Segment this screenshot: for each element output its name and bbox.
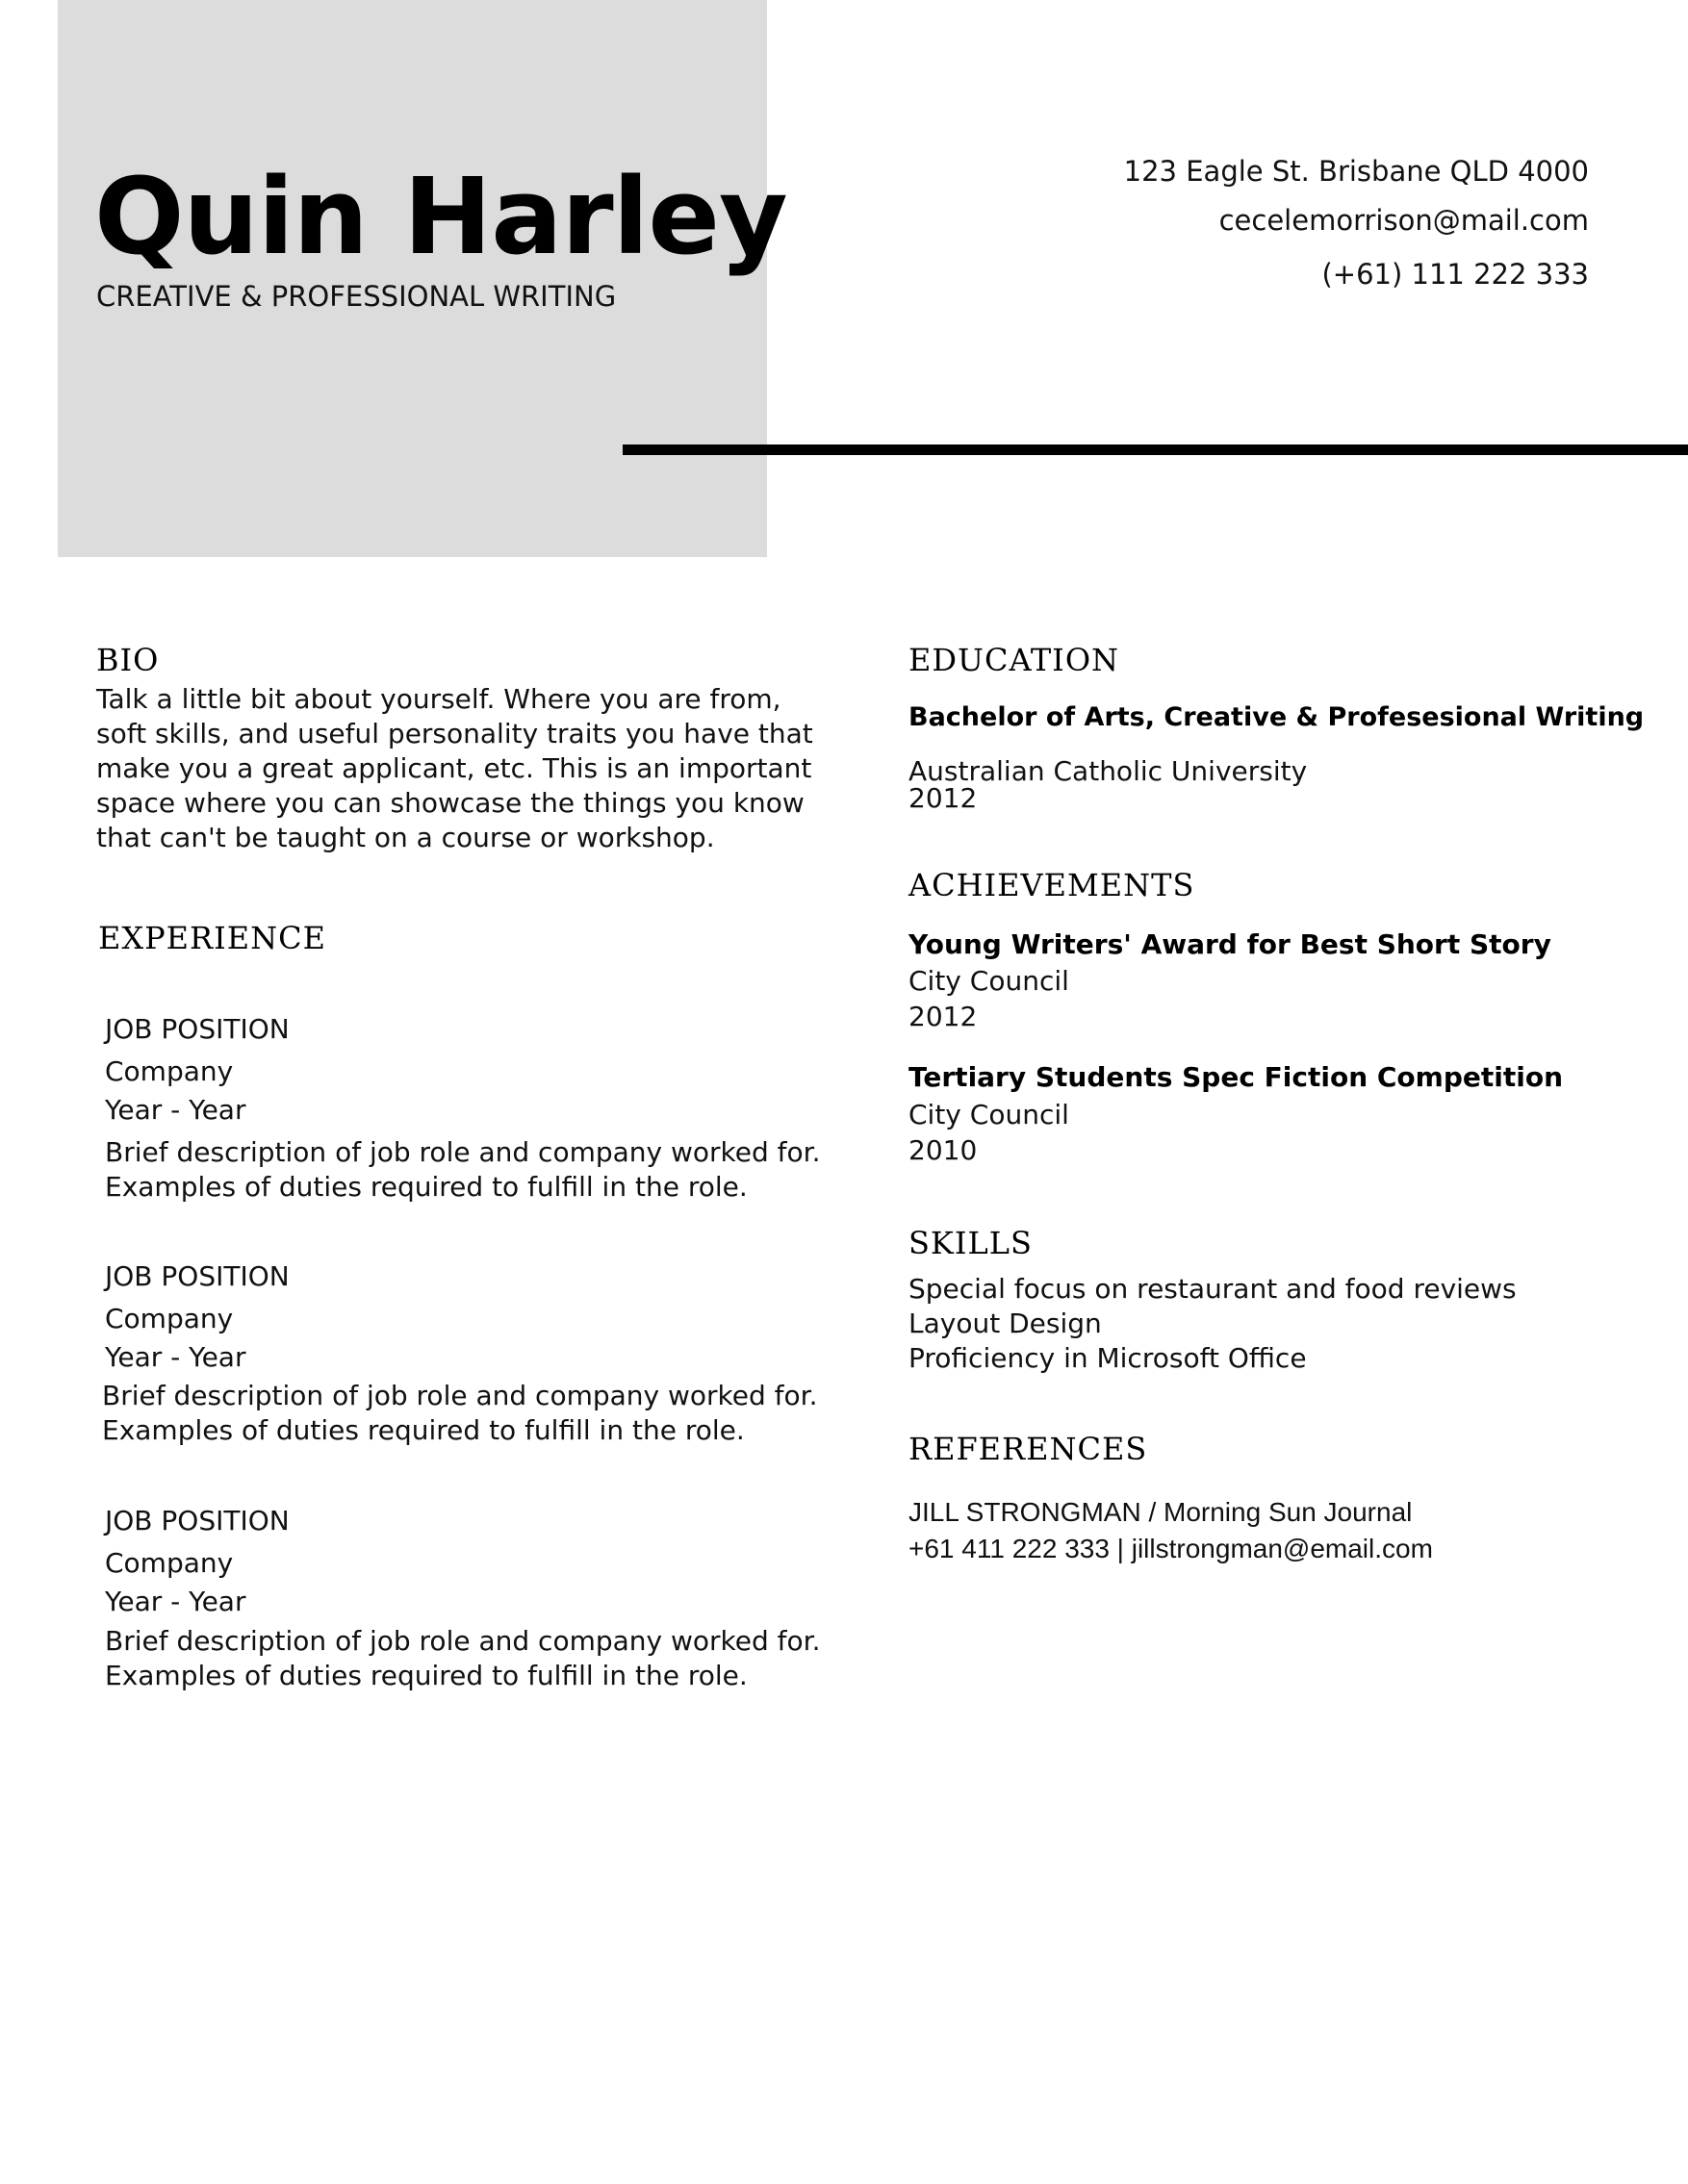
contact-phone: (+61) 111 222 333 <box>1321 258 1589 291</box>
contact-address: 123 Eagle St. Brisbane QLD 4000 <box>1123 155 1589 188</box>
bio-line: soft skills, and useful personality traits you have that <box>96 718 813 749</box>
achievement-org: City Council <box>908 965 1069 997</box>
bio-heading: BIO <box>96 642 160 678</box>
education-degree: Bachelor of Arts, Creative & Profesesional Writing <box>908 702 1645 732</box>
job-company: Company <box>105 1303 234 1334</box>
header-divider <box>623 444 1688 455</box>
candidate-name: Quin Harley <box>94 155 787 278</box>
achievements-heading: ACHIEVEMENTS <box>908 867 1195 903</box>
job-years: Year - Year <box>105 1341 246 1373</box>
job-years: Year - Year <box>105 1586 246 1617</box>
contact-email: cecelemorrison@mail.com <box>1218 204 1589 237</box>
education-year: 2012 <box>908 782 978 814</box>
job-position: JOB POSITION <box>105 1260 290 1292</box>
candidate-tagline: CREATIVE & PROFESSIONAL WRITING <box>96 280 617 313</box>
job-description: Brief description of job role and company worked for. <box>105 1136 821 1168</box>
education-heading: EDUCATION <box>908 642 1120 678</box>
experience-heading: EXPERIENCE <box>98 920 326 956</box>
reference-contact: +61 411 222 333 | jillstrongman@email.com <box>908 1534 1433 1563</box>
job-years: Year - Year <box>105 1094 246 1126</box>
reference-name: JILL STRONGMAN / Morning Sun Journal <box>908 1497 1413 1527</box>
job-description: Brief description of job role and company worked for. <box>105 1625 821 1657</box>
skill-item: Proficiency in Microsoft Office <box>908 1342 1307 1374</box>
achievement-year: 2012 <box>908 1001 978 1032</box>
achievement-title: Tertiary Students Spec Fiction Competition <box>908 1061 1564 1093</box>
education-school: Australian Catholic University <box>908 755 1308 787</box>
job-position: JOB POSITION <box>105 1013 290 1045</box>
bio-line: that can't be taught on a course or workshop. <box>96 822 715 853</box>
skill-item: Special focus on restaurant and food reviews <box>908 1273 1517 1305</box>
references-heading: REFERENCES <box>908 1431 1148 1467</box>
job-description: Examples of duties required to fulfill in the role. <box>102 1414 745 1446</box>
achievement-year: 2010 <box>908 1134 978 1166</box>
achievement-org: City Council <box>908 1099 1069 1130</box>
bio-line: Talk a little bit about yourself. Where you are from, <box>96 683 781 715</box>
skills-heading: SKILLS <box>908 1225 1033 1261</box>
job-description: Examples of duties required to fulfill in the role. <box>105 1660 748 1691</box>
job-company: Company <box>105 1547 234 1579</box>
bio-line: make you a great applicant, etc. This is an important <box>96 752 812 784</box>
job-description: Brief description of job role and company worked for. <box>102 1380 818 1411</box>
skill-item: Layout Design <box>908 1308 1102 1339</box>
job-position: JOB POSITION <box>105 1505 290 1536</box>
job-company: Company <box>105 1055 234 1087</box>
achievement-title: Young Writers' Award for Best Short Story <box>908 928 1551 960</box>
bio-line: space where you can showcase the things you know <box>96 787 805 819</box>
job-description: Examples of duties required to fulfill in the role. <box>105 1171 748 1203</box>
